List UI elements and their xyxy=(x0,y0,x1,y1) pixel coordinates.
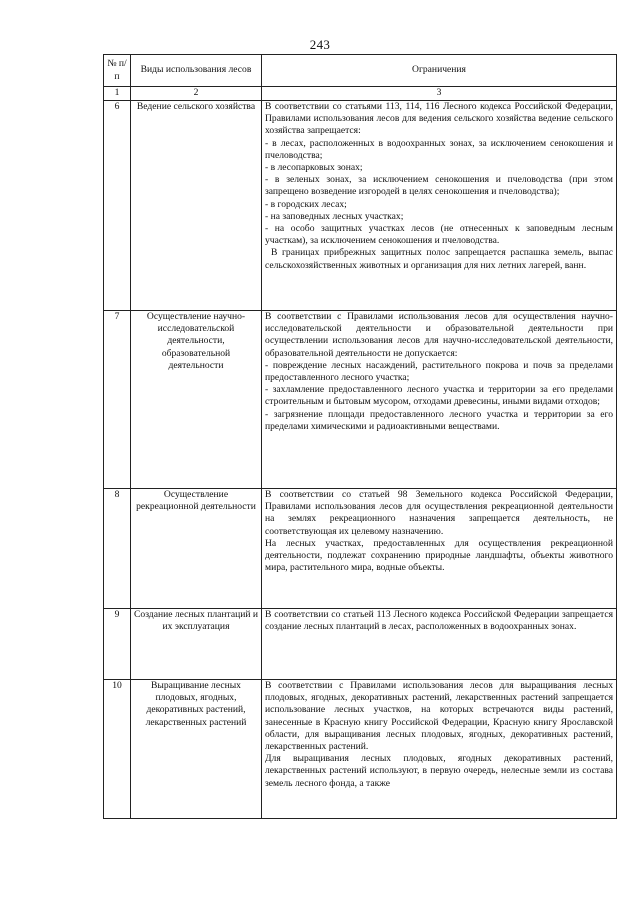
restriction-paragraph: В соответствии со статьей 113 Лесного кодекса Российской Федерации запрещается создание лесных плантаций в лесах, расположенных в водоохранных зонах. xyxy=(265,609,613,633)
table-row xyxy=(104,609,617,680)
restriction-paragraph: В соответствии со статьей 98 Земельного кодекса Российской Федерации, Правилами использования лесов для осуществления рекреационной деятельности на землях рекреационного назначения запрещается деятельность, не соответствующая их целевому назначению. xyxy=(265,489,613,537)
column-index-row xyxy=(104,87,617,101)
usage-kind: Осуществление научно-исследовательской деятельности, образовательной деятельности xyxy=(131,311,262,489)
row-number: 10 xyxy=(104,680,131,819)
restrictions-table xyxy=(103,54,617,819)
restriction-paragraph: - на особо защитных участках лесов (не отнесенных к заповедным лесным участкам), за исключением сенокошения и пчеловодства. xyxy=(265,223,613,247)
restriction-paragraph: - повреждение лесных насаждений, растительного покрова и почв за пределами предоставленного лесного участка; xyxy=(265,359,613,384)
row-number: 9 xyxy=(104,609,131,680)
restriction-paragraph: На лесных участках, предоставленных для осуществления рекреационной деятельности, подлежат сохранению природные ландшафты, объекты животного мира, растительного мира, водные объекты. xyxy=(265,537,613,574)
table-row xyxy=(104,680,617,819)
table-row xyxy=(104,311,617,489)
row-number: 7 xyxy=(104,311,131,489)
restriction-text xyxy=(262,489,617,609)
restriction-paragraph: - в городских лесах; xyxy=(265,198,347,210)
restriction-paragraph: В границах прибрежных защитных полос запрещается распашка земель, выпас сельскохозяйственных животных и организация для них летних лагерей, ванн. xyxy=(265,247,613,271)
restriction-paragraph: В соответствии со статьями 113, 114, 116 Лесного кодекса Российской Федерации, Правилами использования лесов для ведения сельского хозяйства ведение сельского хозяйства запрещается: xyxy=(265,101,613,137)
restriction-paragraph: - в лесах, расположенных в водоохранных зонах, за исключением сенокошения и пчеловодства; xyxy=(265,137,613,161)
table-header-row xyxy=(104,55,617,87)
column-index-3: 3 xyxy=(262,87,617,101)
header-kind: Виды использования лесов xyxy=(131,55,262,87)
restriction-paragraph: - в зеленых зонах, за исключением сенокошения и пчеловодства (при этом запрещено возведение изгородей в целях сенокошения и пчеловодства); xyxy=(265,174,613,198)
table-row xyxy=(104,489,617,609)
table-row xyxy=(104,101,617,311)
usage-kind: Создание лесных плантаций и их эксплуатация xyxy=(131,609,262,680)
column-index-2: 2 xyxy=(131,87,262,101)
restriction-paragraph: Для выращивания лесных плодовых, ягодных декоративных растений, лекарственных растений используют, в первую очередь, нелесные земли из состава земель лесного фонда, а также xyxy=(265,753,613,789)
row-number: 6 xyxy=(104,101,131,311)
row-number: 8 xyxy=(104,489,131,609)
column-index-1: 1 xyxy=(104,87,131,101)
page-number: 243 xyxy=(309,37,331,52)
restriction-paragraph: - захламление предоставленного лесного участка и территории за его пределами строительным и бытовым мусором, отходами древесины, иными видами отходов; xyxy=(265,384,613,408)
restriction-paragraph: В соответствии с Правилами использования лесов для выращивания лесных плодовых, ягодных, декоративных растений, лекарственных растений запрещается использование лесных участков, на которых встречаются виды растений, занесенные в Красную книгу Российской Федерации, Красную книгу Ярославской области, для выращивания лесных плодовых, ягодных, декоративных растений, лекарственных растений. xyxy=(265,680,613,753)
header-restrictions: Ограничения xyxy=(262,55,617,87)
usage-kind: Осуществление рекреационной деятельности xyxy=(131,489,262,609)
restriction-text xyxy=(262,609,617,680)
restriction-paragraph: В соответствии с Правилами использования лесов для осуществления научно-исследовательской деятельности и образовательной деятельности при осуществлении использования лесов для научно-исследовательской деятельности, образовательной деятельности не допускается: xyxy=(265,311,613,359)
restriction-text xyxy=(262,311,617,489)
restriction-text xyxy=(262,680,617,819)
restriction-paragraph: - загрязнение площади предоставленного лесного участка и территории за его пределами химическими и радиоактивными веществами. xyxy=(265,408,613,432)
header-num: № п/п xyxy=(104,55,131,87)
restriction-paragraph: - на заповедных лесных участках; xyxy=(265,210,404,222)
usage-kind: Ведение сельского хозяйства xyxy=(131,101,262,311)
usage-kind: Выращивание лесных плодовых, ягодных, декоративных растений, лекарственных растений xyxy=(131,680,262,819)
restriction-text xyxy=(262,101,617,311)
restriction-paragraph: - в лесопарковых зонах; xyxy=(265,162,363,174)
